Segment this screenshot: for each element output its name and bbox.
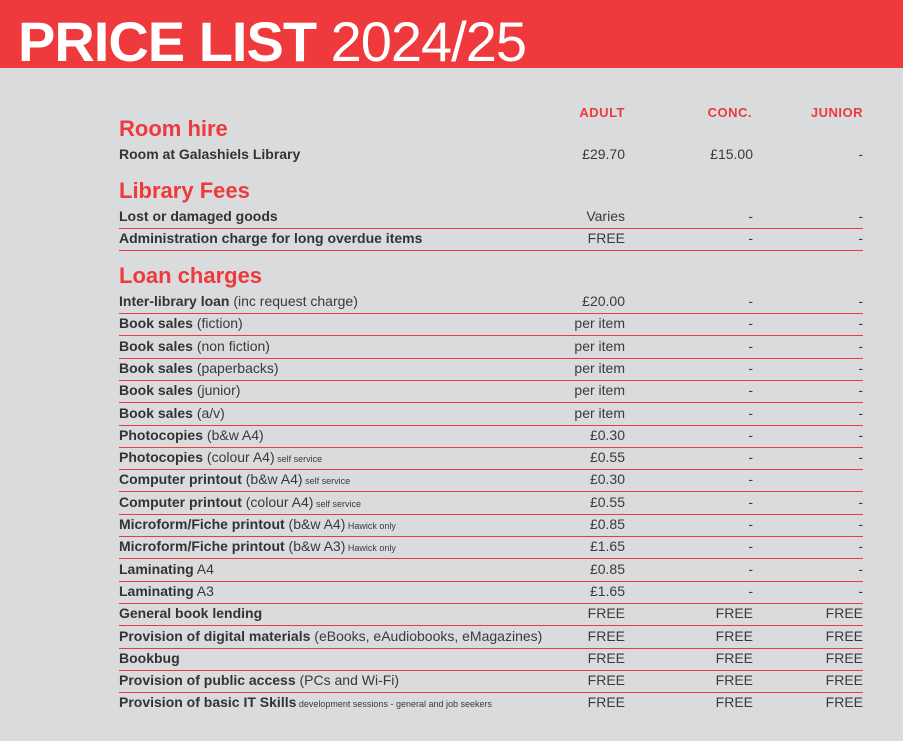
price-junior: FREE bbox=[825, 694, 863, 711]
price-conc: - bbox=[748, 471, 753, 488]
price-conc: - bbox=[748, 315, 753, 332]
price-junior: - bbox=[858, 404, 863, 421]
row-label bbox=[119, 382, 240, 398]
item-name: Lost or damaged goods bbox=[119, 208, 278, 224]
row-label bbox=[119, 146, 300, 162]
item-detail: (junior) bbox=[192, 382, 241, 399]
row-label bbox=[119, 694, 492, 710]
price-junior: FREE bbox=[825, 605, 863, 622]
price-junior: - bbox=[858, 382, 863, 399]
row-label bbox=[119, 650, 180, 666]
price-conc: - bbox=[748, 493, 753, 510]
table-row bbox=[119, 425, 863, 448]
item-note: Hawick only bbox=[345, 543, 396, 554]
price-adult: FREE bbox=[587, 605, 625, 622]
section-heading: Loan charges bbox=[119, 263, 263, 288]
item-name: Computer printout bbox=[119, 471, 242, 488]
price-conc: - bbox=[748, 560, 753, 577]
table-row bbox=[119, 670, 863, 693]
item-name: Administration charge for long overdue items bbox=[119, 230, 423, 247]
table-row bbox=[119, 581, 863, 604]
page-title bbox=[18, 10, 527, 68]
item-name: Laminating bbox=[119, 560, 194, 577]
item-name: Inter-library loan bbox=[119, 293, 230, 309]
item-detail: (non fiction) bbox=[192, 337, 270, 354]
price-conc: - bbox=[748, 538, 753, 555]
price-adult: £1.65 bbox=[589, 582, 625, 599]
table-row bbox=[119, 313, 863, 336]
item-name: Book sales bbox=[119, 337, 193, 354]
price-conc: - bbox=[748, 359, 753, 376]
price-adult: FREE bbox=[587, 649, 625, 666]
row-label bbox=[119, 315, 243, 331]
title-year: 2024/25 bbox=[330, 10, 527, 68]
table-row bbox=[119, 648, 863, 671]
item-name: Photocopies bbox=[119, 426, 204, 443]
row-label bbox=[119, 494, 361, 510]
row-label bbox=[119, 561, 214, 577]
price-adult: per item bbox=[574, 382, 625, 399]
table-row bbox=[119, 228, 863, 251]
price-junior: - bbox=[858, 315, 863, 332]
item-name: Book sales bbox=[119, 404, 193, 421]
row-label bbox=[119, 449, 322, 465]
item-detail: (PCs and Wi-Fi) bbox=[295, 672, 400, 689]
item-name: Bookbug bbox=[119, 649, 180, 666]
price-conc: £15.00 bbox=[710, 146, 753, 162]
table-row bbox=[119, 514, 863, 537]
price-conc: - bbox=[748, 337, 753, 354]
item-name: Book sales bbox=[119, 382, 193, 399]
price-adult: per item bbox=[574, 315, 625, 332]
column-header-junior: JUNIOR bbox=[810, 105, 863, 120]
table-row bbox=[119, 380, 863, 403]
price-adult: £0.85 bbox=[589, 516, 625, 532]
item-detail: A4 bbox=[193, 560, 214, 577]
row-label bbox=[119, 672, 399, 688]
item-name: Microform/Fiche printout bbox=[119, 538, 285, 555]
price-conc: FREE bbox=[715, 694, 753, 711]
price-junior: - bbox=[858, 582, 863, 599]
item-detail: (eBooks, eAudiobooks, eMagazines) bbox=[310, 627, 543, 644]
row-label bbox=[119, 516, 396, 532]
price-conc: FREE bbox=[715, 627, 753, 644]
item-detail: (b&w A3) bbox=[284, 538, 346, 555]
item-name: Provision of digital materials bbox=[119, 627, 311, 644]
item-detail: (b&w A4) bbox=[241, 471, 303, 488]
price-adult: £20.00 bbox=[582, 293, 625, 309]
price-adult: £0.30 bbox=[589, 426, 625, 443]
item-note: self service bbox=[274, 454, 323, 465]
item-name: Microform/Fiche printout bbox=[119, 516, 285, 532]
price-adult: £0.55 bbox=[589, 449, 625, 466]
price-junior: - bbox=[858, 208, 863, 224]
price-adult: £1.65 bbox=[589, 538, 625, 555]
item-name: General book lending bbox=[119, 605, 263, 622]
item-detail: (b&w A4) bbox=[203, 426, 264, 443]
item-name: Provision of basic IT Skills bbox=[119, 694, 297, 711]
price-junior: - bbox=[858, 538, 863, 555]
price-adult: FREE bbox=[587, 627, 625, 644]
item-name: Book sales bbox=[119, 359, 193, 376]
price-conc: - bbox=[748, 582, 753, 599]
price-conc: - bbox=[748, 404, 753, 421]
item-detail: (inc request charge) bbox=[229, 293, 358, 309]
table-row bbox=[119, 626, 863, 649]
price-junior: - bbox=[858, 516, 863, 532]
column-header-conc: CONC. bbox=[707, 105, 752, 120]
price-junior: - bbox=[858, 230, 863, 247]
item-name: Room at Galashiels Library bbox=[119, 146, 301, 162]
item-detail: A3 bbox=[193, 582, 214, 599]
item-name: Computer printout bbox=[119, 493, 242, 510]
table-row bbox=[119, 291, 863, 314]
price-conc: FREE bbox=[715, 672, 753, 689]
table-row bbox=[119, 447, 863, 470]
price-conc: - bbox=[748, 208, 753, 224]
price-junior: - bbox=[858, 449, 863, 466]
price-conc: - bbox=[748, 230, 753, 247]
price-adult: FREE bbox=[587, 230, 625, 247]
item-note: Hawick only bbox=[345, 521, 396, 531]
item-note: self service bbox=[313, 498, 361, 509]
price-junior: - bbox=[858, 293, 863, 309]
price-junior: - bbox=[858, 493, 863, 510]
item-detail: (fiction) bbox=[192, 315, 243, 332]
row-label bbox=[119, 605, 262, 621]
price-junior: FREE bbox=[825, 627, 863, 644]
table-row bbox=[119, 492, 863, 515]
item-name: Provision of public access bbox=[119, 672, 296, 689]
row-label bbox=[119, 583, 214, 599]
row-label bbox=[119, 293, 358, 309]
price-conc: - bbox=[748, 449, 753, 466]
item-detail: (colour A4) bbox=[241, 493, 314, 510]
price-junior: - bbox=[858, 359, 863, 376]
price-junior: - bbox=[858, 337, 863, 354]
price-adult: Varies bbox=[586, 208, 625, 224]
price-adult: per item bbox=[574, 359, 625, 376]
table-row bbox=[119, 403, 863, 426]
row-label bbox=[119, 338, 270, 354]
table-row bbox=[119, 206, 863, 229]
price-junior: - bbox=[858, 146, 863, 162]
price-adult: £0.30 bbox=[589, 471, 625, 488]
row-label bbox=[119, 230, 422, 246]
price-junior: FREE bbox=[825, 649, 863, 666]
table-row bbox=[119, 358, 863, 381]
price-adult: per item bbox=[574, 337, 625, 354]
price-adult: £0.85 bbox=[589, 560, 625, 577]
table-row bbox=[119, 336, 863, 359]
table-row bbox=[119, 536, 863, 559]
price-adult: £0.55 bbox=[589, 493, 625, 510]
row-label bbox=[119, 427, 264, 443]
item-note: self service bbox=[302, 476, 351, 487]
item-name: Book sales bbox=[119, 315, 193, 332]
column-header-adult: ADULT bbox=[579, 105, 625, 120]
title-main: PRICE LIST bbox=[18, 10, 317, 68]
price-adult: FREE bbox=[587, 694, 625, 711]
price-adult: FREE bbox=[587, 672, 625, 689]
price-conc: - bbox=[748, 516, 753, 532]
header-banner bbox=[0, 0, 903, 68]
row-label bbox=[119, 360, 279, 376]
item-note: development sessions - general and job seekers bbox=[296, 699, 493, 710]
row-label bbox=[119, 405, 225, 421]
row-label bbox=[119, 628, 542, 644]
table-row bbox=[119, 603, 863, 626]
price-conc: FREE bbox=[715, 649, 753, 666]
table-row bbox=[119, 144, 863, 166]
price-adult: per item bbox=[574, 404, 625, 421]
price-junior: - bbox=[858, 560, 863, 577]
row-label bbox=[119, 208, 278, 224]
row-label bbox=[119, 471, 350, 487]
section-heading: Room hire bbox=[119, 116, 228, 141]
item-detail: (a/v) bbox=[192, 404, 225, 421]
price-conc: - bbox=[748, 382, 753, 399]
item-name: Photocopies bbox=[119, 449, 204, 466]
price-adult: £29.70 bbox=[582, 146, 625, 162]
item-detail: (b&w A4) bbox=[284, 516, 346, 532]
table-row bbox=[119, 559, 863, 582]
item-detail: (paperbacks) bbox=[192, 359, 279, 376]
price-conc: FREE bbox=[715, 605, 753, 622]
table-row bbox=[119, 692, 863, 714]
item-name: Laminating bbox=[119, 582, 194, 599]
section-heading: Library Fees bbox=[119, 178, 250, 203]
table-row bbox=[119, 469, 863, 492]
price-conc: - bbox=[748, 426, 753, 443]
price-conc: - bbox=[748, 293, 753, 309]
price-junior: FREE bbox=[825, 672, 863, 689]
row-label bbox=[119, 538, 396, 554]
price-junior: - bbox=[858, 426, 863, 443]
item-detail: (colour A4) bbox=[203, 449, 275, 466]
